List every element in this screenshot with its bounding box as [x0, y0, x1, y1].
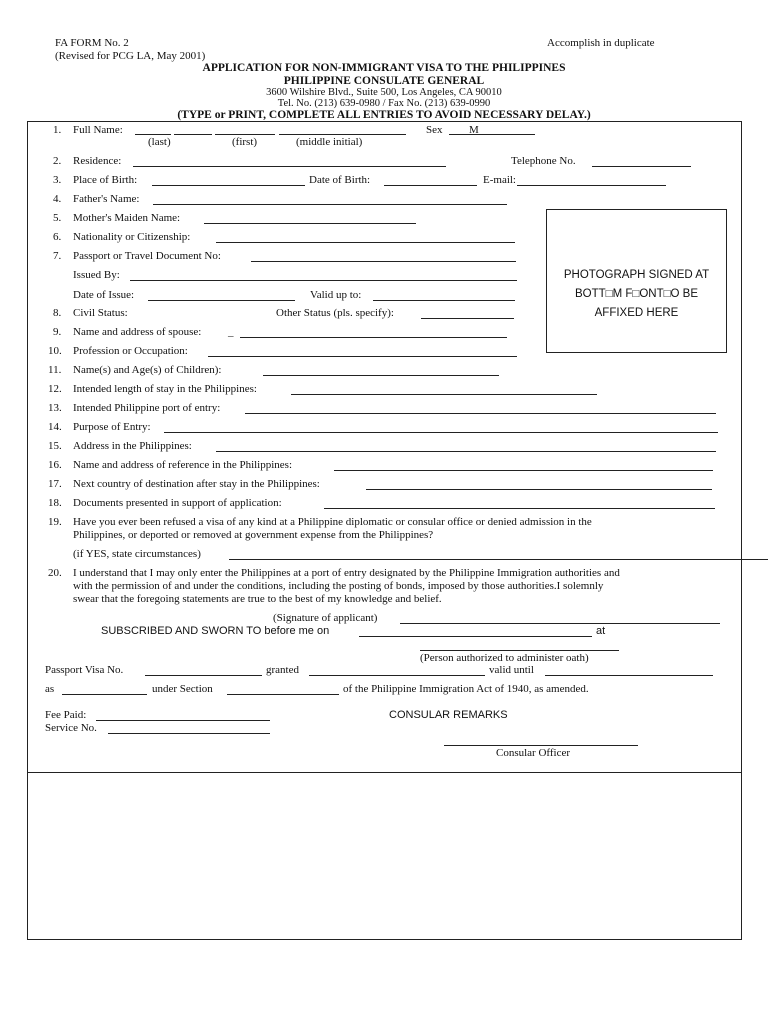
item-number: 20.	[48, 567, 62, 579]
residence-field[interactable]	[133, 166, 446, 167]
middle-caption: (middle initial)	[296, 136, 363, 148]
authorized-label: (Person authorized to administer oath)	[420, 652, 589, 664]
email-field[interactable]	[517, 185, 666, 186]
photograph-box[interactable]	[546, 209, 727, 353]
full-name-label: Full Name:	[73, 124, 123, 136]
documents-label: Documents presented in support of application:	[73, 497, 282, 509]
item-number: 19.	[48, 516, 62, 528]
consular-remarks-label: CONSULAR REMARKS	[389, 709, 508, 721]
consular-officer-signature-field[interactable]	[444, 745, 638, 746]
nationality-field[interactable]	[216, 242, 515, 243]
children-field[interactable]	[263, 375, 499, 376]
fee-paid-field[interactable]	[96, 720, 270, 721]
oath-line2: with the permission of and under the conditions, including the posting of bonds, imposed by those authorities.I solemnly	[73, 580, 604, 592]
form-border-lower	[27, 771, 742, 940]
sex-value: M	[469, 124, 479, 136]
oath-line3: swear that the foregoing statements are true to the best of my knowledge and belief.	[73, 593, 442, 605]
item-number: 11.	[48, 364, 62, 376]
issued-by-label: Issued By:	[73, 269, 120, 281]
signature-applicant-label: (Signature of applicant)	[273, 612, 378, 624]
date-issue-label: Date of Issue:	[73, 289, 135, 301]
first-caption: (first)	[232, 136, 258, 148]
birthdate-label: Date of Birth:	[309, 174, 371, 186]
item-number: 7.	[53, 250, 62, 262]
form-title: APPLICATION FOR NON-IMMIGRANT VISA TO THE PHILIPPINES	[202, 62, 566, 74]
purpose-label: Purpose of Entry:	[73, 421, 151, 433]
birthdate-field[interactable]	[384, 185, 477, 186]
subscribed-label: SUBSCRIBED AND SWORN TO before me on	[101, 625, 330, 637]
sex-label: Sex	[426, 124, 443, 136]
item-number: 16.	[48, 459, 62, 471]
middle-initial-field[interactable]	[279, 134, 406, 135]
next-country-label: Next country of destination after stay in the Philippines:	[73, 478, 320, 490]
profession-label: Profession or Occupation:	[73, 345, 188, 357]
date-issue-field[interactable]	[148, 300, 295, 301]
passport-visa-field[interactable]	[145, 675, 262, 676]
father-field[interactable]	[153, 204, 507, 205]
item-number: 3.	[53, 174, 62, 186]
passport-visa-label: Passport Visa No.	[45, 664, 124, 676]
valid-until-label: valid until	[489, 664, 534, 676]
civil-status-label: Civil Status:	[73, 307, 128, 319]
service-no-label: Service No.	[45, 722, 97, 734]
address-ph-label: Address in the Philippines:	[73, 440, 192, 452]
spouse-field[interactable]	[240, 337, 507, 338]
granted-field[interactable]	[309, 675, 485, 676]
address-ph-field[interactable]	[216, 451, 716, 452]
reference-field[interactable]	[334, 470, 713, 471]
under-section-label: under Section	[152, 683, 213, 695]
purpose-field[interactable]	[164, 432, 718, 433]
as-label: as	[45, 683, 55, 695]
as-field[interactable]	[62, 694, 147, 695]
mother-label: Mother's Maiden Name:	[73, 212, 181, 224]
item-number: 2.	[53, 155, 62, 167]
stay-label: Intended length of stay in the Philippines:	[73, 383, 257, 395]
at-label: at	[596, 625, 606, 637]
issued-by-field[interactable]	[130, 280, 517, 281]
instruction-line: (TYPE or PRINT, COMPLETE ALL ENTRIES TO AVOID NECESSARY DELAY.)	[177, 109, 591, 121]
telephone-label: Telephone No.	[511, 155, 576, 167]
last-name-field[interactable]	[135, 134, 171, 135]
oath-line1: I understand that I may only enter the Philippines at a port of entry designated by the Philippine Immigration authorities and	[73, 567, 620, 579]
port-label: Intended Philippine port of entry:	[73, 402, 221, 414]
consular-officer-label: Consular Officer	[496, 747, 571, 759]
profession-field[interactable]	[208, 356, 517, 357]
office-address: 3600 Wilshire Blvd., Suite 500, Los Angeles, CA 90010	[266, 87, 502, 98]
service-no-field[interactable]	[108, 733, 270, 734]
item-number: 15.	[48, 440, 62, 452]
item-number: 5.	[53, 212, 62, 224]
photo-text-line2: BOTT□M F□ONT□O BE	[574, 288, 699, 300]
photo-text-line3: AFFIXED HERE	[594, 307, 679, 319]
other-status-field[interactable]	[421, 318, 514, 319]
revision-note: (Revised for PCG LA, May 2001)	[55, 50, 206, 62]
applicant-signature-field[interactable]	[400, 623, 720, 624]
passport-field[interactable]	[251, 261, 516, 262]
item-number: 13.	[48, 402, 62, 414]
sex-field[interactable]	[449, 134, 535, 135]
refused-question-line1: Have you ever been refused a visa of any kind at a Philippine diplomatic or consular office or denied admission in the	[73, 516, 592, 528]
telephone-field[interactable]	[592, 166, 691, 167]
birthplace-field[interactable]	[152, 185, 305, 186]
port-field[interactable]	[245, 413, 716, 414]
sworn-date-field[interactable]	[359, 636, 592, 637]
item-number: 6.	[53, 231, 62, 243]
authorized-signature-field[interactable]	[420, 650, 619, 651]
spouse-dash: _	[228, 326, 234, 338]
item-number: 12.	[48, 383, 62, 395]
passport-label: Passport or Travel Document No:	[73, 250, 221, 262]
item-number: 14.	[48, 421, 62, 433]
documents-field[interactable]	[324, 508, 715, 509]
item-number: 8.	[53, 307, 62, 319]
birthplace-label: Place of Birth:	[73, 174, 138, 186]
if-yes-field[interactable]	[229, 559, 768, 560]
item-number: 18.	[48, 497, 62, 509]
valid-up-field[interactable]	[373, 300, 515, 301]
email-label: E-mail:	[483, 174, 516, 186]
mother-field[interactable]	[204, 223, 416, 224]
item-number: 17.	[48, 478, 62, 490]
last-caption: (last)	[148, 136, 171, 148]
spouse-label: Name and address of spouse:	[73, 326, 202, 338]
stay-field[interactable]	[291, 394, 597, 395]
duplicate-note: Accomplish in duplicate	[547, 37, 655, 49]
office-phone: Tel. No. (213) 639-0980 / Fax No. (213) 639-0990	[277, 98, 491, 109]
valid-until-field[interactable]	[545, 675, 713, 676]
residence-label: Residence:	[73, 155, 122, 167]
children-label: Name(s) and Age(s) of Children):	[73, 364, 222, 376]
refused-question-line2: Philippines, or deported or removed at government expense from the Philippines?	[73, 529, 434, 541]
first-name-field[interactable]	[215, 134, 275, 135]
item-number: 4.	[53, 193, 62, 205]
last-name-field-2[interactable]	[174, 134, 212, 135]
item-number: 10.	[48, 345, 62, 357]
act-label: of the Philippine Immigration Act of 1940, as amended.	[343, 683, 589, 695]
item-number: 9.	[53, 326, 62, 338]
next-country-field[interactable]	[366, 489, 712, 490]
office-name: PHILIPPINE CONSULATE GENERAL	[283, 75, 485, 87]
photo-text-line1: PHOTOGRAPH SIGNED AT	[563, 269, 710, 281]
valid-up-label: Valid up to:	[310, 289, 362, 301]
reference-label: Name and address of reference in the Philippines:	[73, 459, 293, 471]
other-status-label: Other Status (pls. specify):	[276, 307, 394, 319]
section-field[interactable]	[227, 694, 339, 695]
if-yes-label: (if YES, state circumstances)	[73, 548, 201, 560]
father-label: Father's Name:	[73, 193, 140, 205]
nationality-label: Nationality or Citizenship:	[73, 231, 191, 243]
item-number: 1.	[53, 124, 62, 136]
fee-paid-label: Fee Paid:	[45, 709, 87, 721]
granted-label: granted	[266, 664, 299, 676]
form-number: FA FORM No. 2	[55, 37, 129, 49]
